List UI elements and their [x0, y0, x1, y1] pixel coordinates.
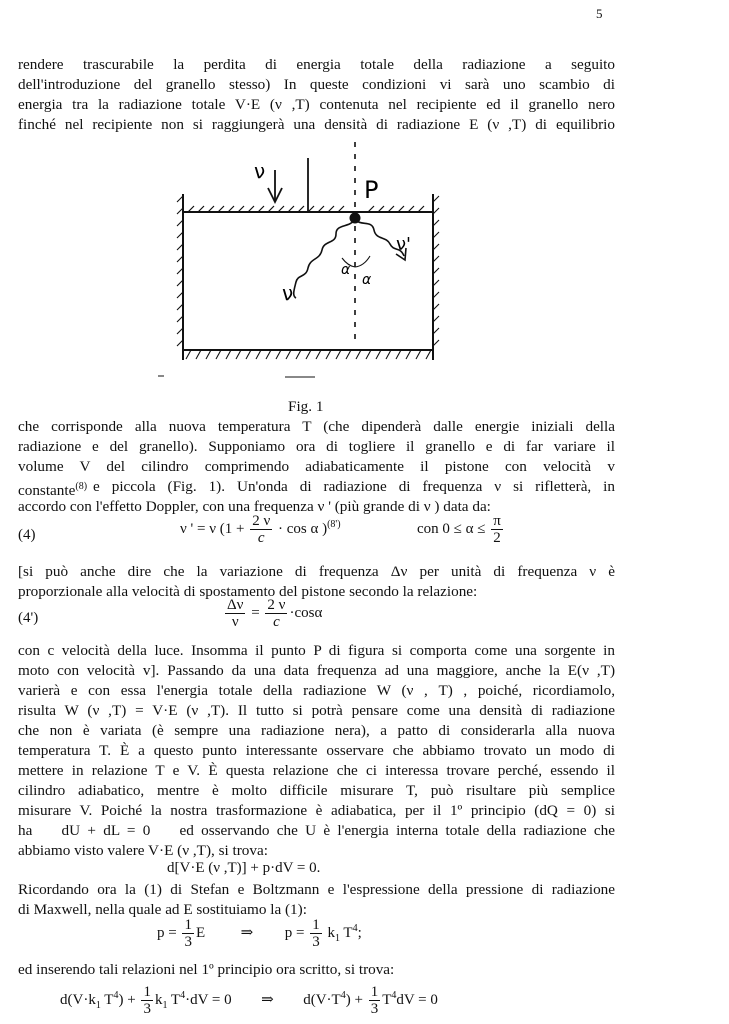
eq4-lhs: ν ' = ν (1 +	[180, 520, 245, 537]
eq4p-label: (4')	[18, 610, 39, 626]
label-p: P	[364, 176, 379, 204]
figure-1-diagram	[150, 140, 450, 385]
eq4-tail: · cos α )	[277, 520, 328, 537]
eql-d: T	[382, 991, 392, 1008]
eq4-frac-num: 2 ν	[252, 513, 271, 529]
eql-c: d(V·T	[303, 991, 341, 1008]
eql-b-sup: 4	[180, 989, 186, 1001]
eqp-rhs-den: 3	[312, 934, 320, 950]
eqp-den: 3	[184, 934, 192, 950]
eqp-arrow: ⇒	[240, 924, 254, 941]
label-nu-bottom: ν	[282, 281, 294, 305]
eqp-rhs: p =	[284, 924, 305, 941]
text-line: varierà e con essa l'energia totale della radiazione W (ν , T) , poiché, ricordiamolo,	[18, 682, 615, 699]
eq4p-rhs-den: c	[273, 614, 280, 630]
text-fragment: constante	[18, 482, 76, 500]
eql-d2: dV = 0	[396, 991, 438, 1008]
text-line: temperatura T. È a questo punto interessante osservare che abbiamo trovato un modo di	[18, 742, 615, 759]
eql-c2: ) +	[345, 991, 363, 1008]
eqp-t: T	[343, 924, 353, 941]
eql-d-den: 3	[370, 1001, 379, 1017]
paragraph-6	[18, 960, 615, 980]
eql-a-sup: 4	[113, 989, 119, 1001]
eq4-frac-den: c	[257, 530, 265, 546]
text-line: rendere trascurabile la perdita di energia totale della radiazione a seguito	[18, 56, 615, 73]
text-line: [si può anche dire che la variazione di frequenza Δν per unità di frequenza ν è	[18, 563, 615, 580]
text-line: di Maxwell, nella quale ad E sostituiamo la (1):	[18, 901, 307, 918]
equation-first-law: d[V·E (ν ,T)] + p·dV = 0.	[167, 860, 321, 876]
eq4p-lhs-fraction	[225, 597, 245, 630]
eq4p-tail: ·cosα	[289, 604, 323, 621]
eqp-k: k	[327, 924, 335, 941]
equation-pressure	[157, 917, 362, 950]
eq4-cond-den: 2	[493, 530, 501, 546]
footnote-ref: (8)	[75, 481, 88, 492]
eql-b-fraction	[141, 984, 153, 1017]
eql-a-sub: 1	[95, 999, 101, 1011]
incident-wave	[294, 220, 355, 298]
eqp-t-sup: 4	[352, 922, 358, 934]
label-alpha-right: α	[362, 272, 372, 288]
text-line: che corrisponde alla nuova temperatura T (che dipenderà dalle energie iniziali della	[18, 418, 615, 435]
eqp-e: E	[195, 924, 206, 941]
eqp-rhs-num: 1	[312, 917, 320, 933]
text-line: volume V del cilindro comprimendo adiabaticamente il pistone con velocità v	[18, 458, 615, 475]
text-line: con c velocità della luce. Insomma il punto P di figura si comporta come una sorgente in	[18, 642, 615, 659]
eqp-num: 1	[184, 917, 192, 933]
eqp-k-sub: 1	[334, 932, 340, 944]
label-alpha-left: α	[341, 262, 351, 278]
text-line: finché nel recipiente non si raggiungerà una densità di radiazione E (ν ,T) di equilibrio	[18, 116, 615, 133]
text-line: Ricordando ora la (1) di Stefan e Boltzmann e l'espressione della pressione di radiazione	[18, 881, 615, 898]
eqp-lhs: p =	[157, 924, 177, 941]
eqp-end: ;	[357, 924, 362, 941]
eql-d-fraction	[369, 984, 381, 1017]
eql-c-sup: 4	[340, 989, 346, 1001]
eql-b-num: 1	[143, 984, 151, 1000]
eql-a: d(V·k	[60, 991, 96, 1008]
paragraph-2	[18, 417, 615, 517]
paragraph-3	[18, 562, 615, 602]
text-line: risulta W (ν ,T) = V·E (ν ,T). Il tutto si potrà pensare come una densità di radiazione	[18, 702, 615, 719]
text-line: mettere in relazione T e V. È questa relazione che ci interessa trovare perché, essendo il	[18, 762, 615, 779]
text-fragment: e piccola (Fig. 1). Un'onda di radiazione di frequenza ν si rifletterà, in	[93, 478, 615, 495]
text-line: energia tra la radiazione totale V·E (ν ,T) contenuta nel recipiente ed il granello nero	[18, 96, 615, 113]
eq4p-equals: =	[251, 604, 260, 621]
eq4p-rhs-fraction	[265, 597, 287, 630]
paragraph-1	[18, 55, 615, 135]
eql-d-sup: 4	[391, 989, 397, 1001]
page-number: 5	[596, 6, 603, 21]
eq4p-lhs-num: Δν	[227, 597, 244, 613]
equation-4-condition	[417, 513, 505, 546]
eql-b-den: 3	[143, 1001, 151, 1017]
equation-final	[60, 984, 438, 1017]
equation-4-prime	[223, 597, 322, 630]
eql-b3: ·dV = 0	[185, 991, 232, 1008]
text-line: che non è variata (è sempre una radiazione nera), a patto di considerarla alla nuova	[18, 722, 615, 739]
figure-caption: Fig. 1	[288, 398, 324, 415]
eql-b-sub: 1	[162, 999, 168, 1011]
eq4-tail-sup: (8')	[327, 518, 341, 530]
eql-a2: T	[100, 991, 114, 1008]
eq4-label: (4)	[18, 527, 36, 543]
paragraph-5	[18, 880, 615, 920]
equation-4	[180, 513, 341, 546]
eqp-rhs-fraction	[310, 917, 322, 950]
text-line: ed inserendo tali relazioni nel 1º principio ora scritto, si trova:	[18, 961, 395, 978]
angle-arc-right	[355, 256, 370, 267]
eql-d-num: 1	[370, 984, 379, 1000]
eq4-fraction	[250, 513, 272, 546]
paragraph-4	[18, 641, 615, 861]
eql-arrow: ⇒	[261, 991, 274, 1008]
eq4p-lhs-den: ν	[231, 614, 239, 630]
text-line: abbiamo visto valere V·E (ν ,T), si trova:	[18, 842, 268, 859]
eq4p-rhs-num: 2 ν	[267, 597, 286, 613]
eql-b2: T	[167, 991, 181, 1008]
bottom-wall-hatching	[186, 350, 431, 359]
label-nu-in: ν	[254, 159, 266, 183]
text-line: ha dU + dL = 0 ed osservando che U è l'energia interna totale della radiazione che	[18, 822, 615, 839]
eql-b: k	[154, 991, 163, 1008]
text-line: misurare V. Poiché la nostra trasformazione è adiabatica, per il 1º principio (dQ = 0) si	[18, 802, 615, 819]
text-line: radiazione e del granello). Supponiamo ora di togliere il granello e di far variare il	[18, 438, 615, 455]
eq4-cond-num: π	[493, 513, 501, 529]
eql-a3: ) +	[118, 991, 136, 1008]
text-line: cilindro adiabatico, mentre è molto difficile misurare T, può risultare più semplice	[18, 782, 615, 799]
text-line: dell'introduzione del granello stesso) In queste condizioni vi sarà uno scambio di	[18, 76, 615, 93]
eqp-fraction	[182, 917, 194, 950]
text-line: proporzionale alla velocità di spostamento del pistone secondo la relazione:	[18, 583, 478, 600]
eq4-cond-text: con 0 ≤ α ≤	[417, 520, 486, 537]
label-nu-prime: ν'	[396, 234, 412, 255]
eq4-cond-fraction	[491, 513, 503, 546]
text-line: accordo con l'effetto Doppler, con una frequenza ν ' (più grande di ν ) data da:	[18, 498, 491, 515]
text-line: moto con velocità v]. Passando da una data frequenza ad una maggiore, anche la E(ν ,T)	[18, 662, 615, 679]
text-line-with-footnote	[18, 477, 615, 500]
